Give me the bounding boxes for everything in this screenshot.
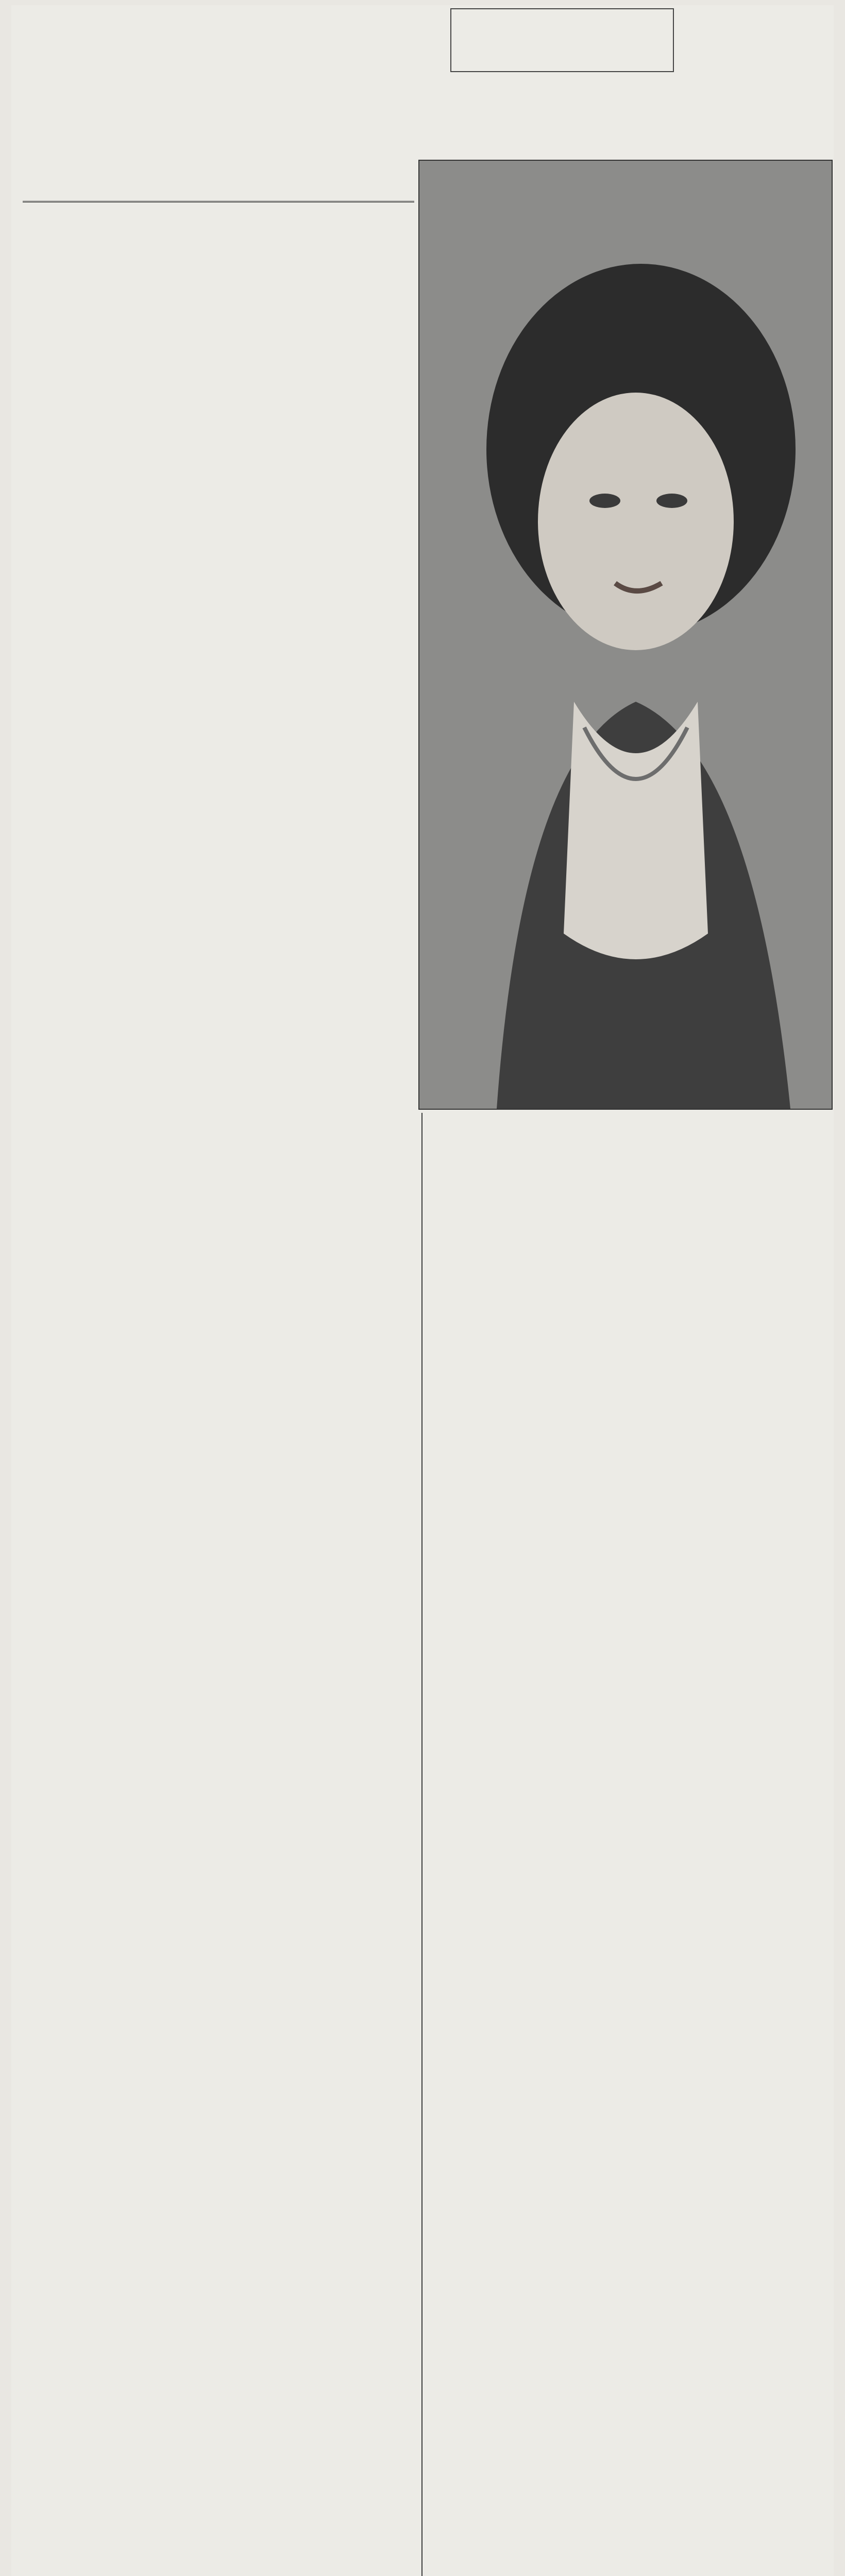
- portrait-image: [419, 161, 832, 1109]
- newspaper-clipping: [11, 5, 834, 2576]
- column-divider: [421, 1113, 422, 2576]
- masthead-stamp: [450, 8, 674, 72]
- portrait-photo: [418, 160, 833, 1110]
- headline-box: [23, 201, 414, 1387]
